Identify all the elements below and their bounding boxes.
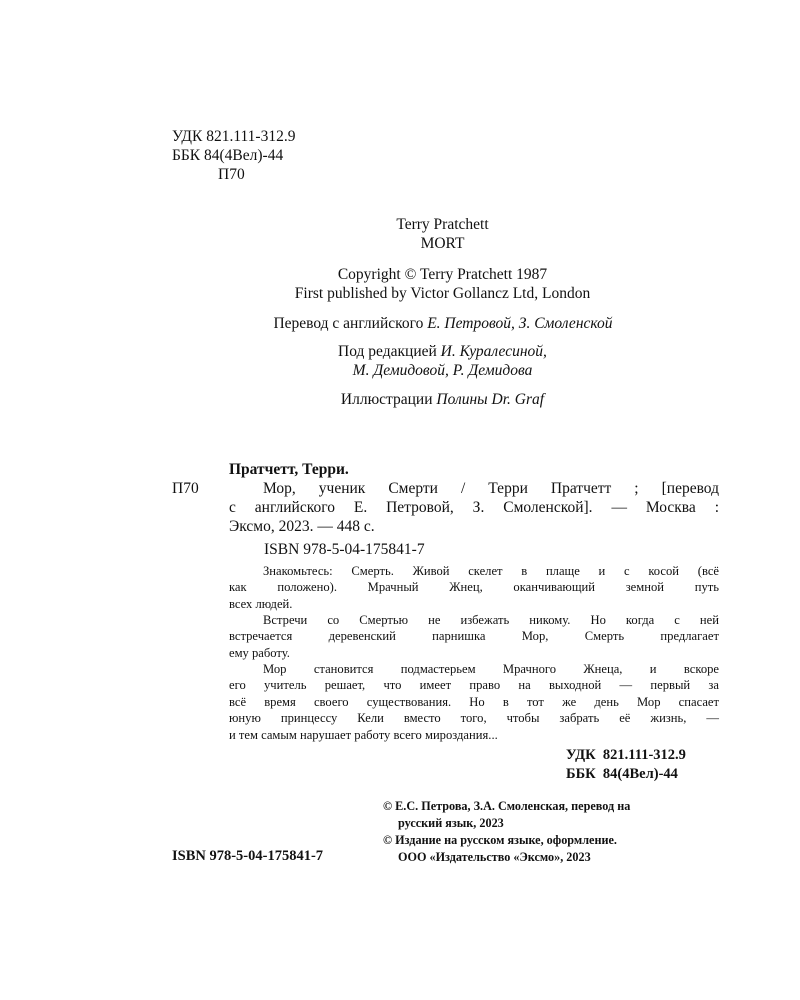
illustrator: Полины Dr. Graf (436, 391, 545, 408)
catalog-description-line: с английского Е. Петровой, З. Смоленской]. — Москва : (229, 499, 719, 516)
annotation-paragraph (229, 563, 719, 612)
copyright-line: Copyright © Terry Pratchett 1987 (337, 266, 548, 283)
editors-names-1: И. Куралесиной, (440, 343, 547, 360)
footer-udk-code: УДК 821.111-312.9 (566, 747, 686, 763)
editors-label: Под редакцией (338, 343, 437, 360)
annotation-line: Знакомьтесь: Смерть. Живой скелет в плаще и с косой (всё (263, 564, 719, 578)
annotation-line: его учитель решает, что имеет право на выходной — первый за (229, 678, 719, 693)
annotation-line: как положено). Мрачный Жнец, оканчивающий земной путь (229, 580, 719, 595)
translation-credit (216, 314, 670, 333)
illustrations-label: Иллюстрации (340, 391, 433, 408)
copyright-notice-translation-2: русский язык, 2023 (398, 816, 504, 830)
annotation-line: Мор становится подмастерьем Мрачного Жнеца, и вскоре (263, 662, 719, 676)
annotation-line: Встречи со Смертью не избежать никому. Но когда с ней (263, 613, 719, 627)
catalog-heading: Пратчетт, Терри. (229, 461, 349, 478)
copyright-notice-edition-1: © Издание на русском языке, оформление. (383, 833, 617, 847)
catalog-description (229, 479, 719, 536)
bottom-isbn: ISBN 978-5-04-175841-7 (172, 848, 324, 864)
editors-names-2: М. Демидовой, Р. Демидова (352, 362, 533, 379)
annotation-line: всех людей. (229, 596, 293, 611)
annotation-line: всё время своего существования. Но в тот же день Мор спасает (229, 694, 719, 709)
first-published-line: First published by Victor Gollancz Ltd, London (294, 285, 591, 302)
copyright-notice-edition-2: ООО «Издательство «Эксмо», 2023 (398, 850, 591, 864)
catalog-code: П70 (172, 480, 199, 497)
catalog-description-line: Мор, ученик Смерти / Терри Пратчетт ; [перевод (263, 480, 719, 497)
author-code: П70 (218, 166, 245, 183)
catalog-description-line: Эксмо, 2023. — 448 с. (229, 518, 375, 535)
annotation-line: встречается деревенский парнишка Мор, Смерть предлагает (229, 629, 719, 644)
editors-credit-line2 (240, 361, 645, 380)
annotation-paragraph (229, 661, 719, 743)
catalog-isbn: ISBN 978-5-04-175841-7 (264, 541, 425, 558)
annotation-line: юную принцессу Кели вместо того, чтобы забрать её жизнь, — (229, 711, 719, 726)
annotation-paragraph (229, 612, 719, 661)
footer-bbk-code: ББК 84(4Вел)-44 (566, 766, 678, 782)
translation-label: Перевод с английского (273, 315, 424, 332)
copyright-notice-translation-1: © Е.С. Петрова, З.А. Смоленская, перевод на (383, 799, 631, 813)
original-title: MORT (420, 235, 465, 252)
bbk-code: ББК 84(4Вел)-44 (172, 147, 284, 164)
editors-credit-line1 (240, 342, 645, 361)
translators: Е. Петровой, З. Смоленской (427, 315, 613, 332)
annotation-line: ему работу. (229, 645, 290, 660)
annotation-line: и тем самым нарушает работу всего мироздания... (229, 727, 498, 742)
udk-code: УДК 821.111-312.9 (172, 128, 296, 145)
original-author: Terry Pratchett (396, 216, 489, 233)
illustrations-credit (240, 390, 645, 409)
